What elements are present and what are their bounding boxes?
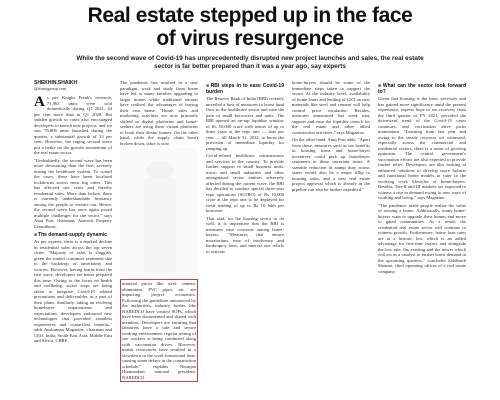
byline-email: @timesgroup.com — [34, 86, 67, 91]
drop-cap: A — [34, 94, 45, 110]
headline-line-2: of virus resurgence — [156, 27, 344, 50]
standfirst-line-2: sector is far better prepared than it was a year ago, say experts — [154, 63, 346, 70]
column-1 — [34, 80, 112, 398]
byline: SHEKHIN.SHAIKH — [34, 80, 78, 86]
paragraph: The pandemic has resulted in a new paradigm, work and study from home have led to many families upgrading to larger homes while traditional tenants have realised the advantages of buying their own home. "Home, sales and marketing activities are now primarily shifted to digital platforms and home-seekers are using these virtual platforms to book their dream homes. On the other hand, while the supply chain hasn't broken down, labor is now — [120, 80, 198, 146]
column-3 — [206, 80, 284, 398]
square-bullet-icon: ■ — [378, 83, 382, 89]
paragraph: "Undoubtedly, the second wave has been more devastating than the first, severely testing the healthcare system. To curtail the cases, there have been localised lockdowns across most big cities. This has affected site visits and thereby residential sales. More than before, there is currently understandable hesitancy among the people to venture out. Hence, the second wave has once again posed multiple challenges for the sector," says Anuj Puri, chairman, Anarock Property Consultants. — [34, 157, 112, 229]
column-4 — [292, 80, 370, 398]
paragraph: On the other hand, Anuj Puri adds, "Apart from these, measures such as tax benefits in housing loans and home-buyer incentives could perk up homebuyer sentiment in these uncertain times. A sizeable reduction in stamp duty across states would also be a major fillip to housing sales, and a new real estate project approval which is already in the pipeline can also be further expedited." — [292, 137, 370, 192]
paragraph: home-buyers should be some of the immediate steps taken to support the sector. At the industry level, availability of home loans and lending of GST on new materials like steel and cement will help control price escalation. Besides, measures announced last week may support and ease the liquidity crunch for the real estate and other allied construction activities," says Magazine. — [292, 80, 370, 135]
headline-line-1: Real estate stepped up in the face — [87, 4, 413, 27]
subhead-text: The demand-supply dynamic — [38, 232, 107, 238]
paragraph: That said, for the housing sector to do well, it is imperative that the RBI is measures ease concerns among home-buyers. "Measures that ensure moratorium, ease of insolvency and bankruptcy laws, and interest rate reliefs to activate — [206, 215, 284, 254]
paragraph: The Reserve Bank of India (RBI) recently unveiled a host of measures to boost fund flow to the healthcare sector and ease the pain of small borrowers and units. The RBI opened an on-tap liquidity window of Rs 50,000 crore with tenors of up to three years at the repo rate — four per cent — till March 31, 2022, to boost the provision of immediate liquidity for ramping up — [206, 96, 284, 151]
column-5 — [378, 80, 466, 398]
paragraph: As per experts, there is a marked decline in residential sales across the top seven cities. "Majority of sales is sluggish, given the muted consumer sentiment due to the backdrop of uncertainty and worries. However, having learnt from the first wave, developers are better prepared this time. Owing to the focus on health and wellbeing, active steps are being taken to integrate Covid-19 related precautions and deliverables as a part of their plans. Similarly, taking an evolving homebuyer requirements and expectations, developers embraced new technologies that provided seamless experiences and contactless benefits," adds Anshuman Magazine, chairman and CEO, India, South-East Asia, Middle East and Africa, CBRE. — [34, 239, 112, 343]
subhead-text: What can the sector look forward to? — [378, 83, 466, 95]
paragraph: "The pandemic made people realise the value of owning a home. Additionally, many home-buyers want to upgrade their homes and move to gated communities. As a result, the residential real estate sector will continue to witness growth. Furthermore, home loan rates are at a historic low, which is an added advantage for first-time buyers and alongside the low rate, the existing and the newer which will act as a catalyst to further boost demand in the upcoming quarters," concludes Siddharth Sharma, chief operating officer of a real estate company. — [378, 202, 466, 274]
paragraph: Covid-related healthcare infrastructure and services in the country. To provide further support to small business units, micro and small industries and other unorganised sector entities adversely affected during the current wave, the RBI has decided to conduct special three-year repo operations (SLTRO) of Rs 10,000 crore at the repo rate to be deployed for fresh lending of up to Rs 10 lakh per borrower. — [206, 153, 284, 213]
paragraph — [34, 95, 112, 156]
column-2 — [120, 80, 198, 398]
subhead-rbi — [206, 83, 284, 95]
photo-placeholder — [120, 148, 198, 276]
standfirst-line-1: While the second wave of Covid-19 has unprecedentedly disrupted new project launches and sales, the real estate — [76, 55, 424, 62]
subhead-outlook — [378, 83, 466, 95]
subhead-demand-supply — [34, 232, 112, 238]
photo-image — [120, 148, 198, 276]
paragraph: Given that housing is the basic necessity and has gained more significance amid the present experience, experts hope to see recovery from the third quarter of FY 2021, provided the downward trend of the Covid-19 cases continues, and vaccination drive picks momentum. "Learning from last year and owing to the steady recovery we witnessed, especially across the commercial and residential sectors, there is a sense of growing optimism. The central government's vaccination efforts are also expected to provide further relief. Developers are also looking at enhanced solutions to develop more holistic and functional home models to cater to the evolving work lifestyles of home-buyers. Besides, Tier-II and III markets are expected to witness a rise in demand owing to new ways of working and living," says Magazine. — [378, 96, 466, 200]
paragraph-text: s per Knight Frank's research, 71,963 units were sold domestically during Q1 2021, 44 per cent more than in Q1 2020. But sudden growth in cases also encouraged developers to launch new projects, and we saw 76,006 units launched during the quarter, a substantial growth of 33 per cent. However, the raging second wave put a brake on the growth momentum of the real estate sector. — [34, 95, 112, 155]
square-bullet-icon: ■ — [34, 232, 38, 238]
highlighted-quote: material prices like steel, cement, aluminium, PVC pipes, etc. are impacting project economics. Following the guidelines announced by the authorities, industry bodies like NAREDCO have created SOPs, which have been documented and shared with members. Developers are ensuring that labourers have a safe and secure working environment, regular testing of site workers is being conducted along with vaccination drives. However, transit restrictions have resulted in a slowdown in the work turnaround time, causing some delays in the construction schedule," explains Niranjan Hiranandani, national president, NAREDCO. — [120, 279, 198, 382]
square-bullet-icon: ■ — [206, 83, 210, 89]
subhead-text: RBI steps in to ease Covid-19 burden — [206, 83, 284, 95]
